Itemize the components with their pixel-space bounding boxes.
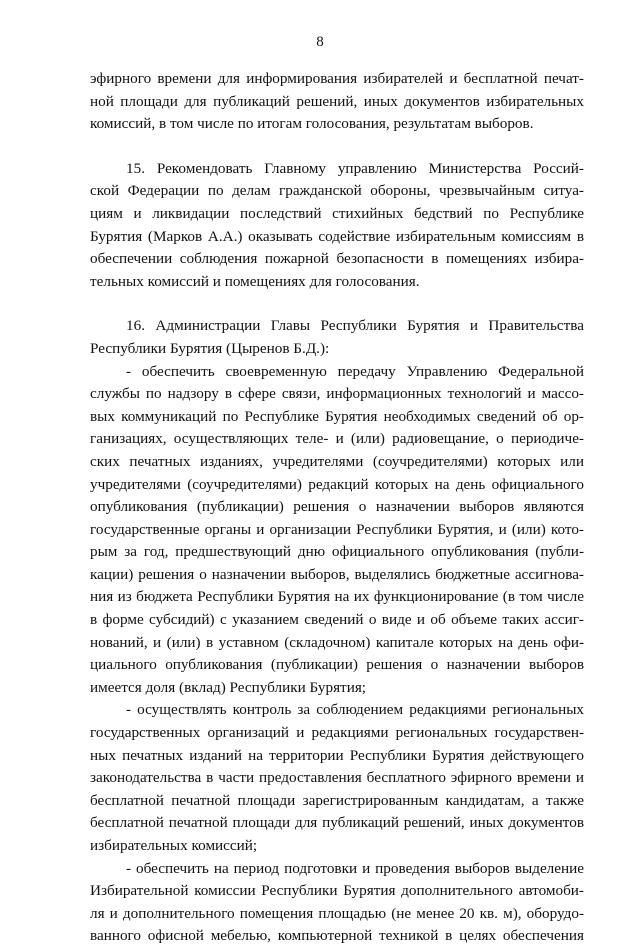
text-line: - обеспечить своевременную передачу Управлению Федеральной — [126, 362, 584, 380]
paragraph-subitem-1 — [90, 361, 584, 700]
paragraph-item-15 — [90, 158, 584, 294]
text-line: 16. Администрации Главы Республики Бурятия и Правительства — [126, 317, 584, 335]
text-line: опубликования (публикации) решения о назначении выборов являются — [90, 498, 584, 516]
text-line: ванного офисной мебелью, компьютерной техникой в целях обеспечения — [90, 927, 584, 945]
text-line: обеспечении соблюдения пожарной безопасности в помещениях избира- — [90, 250, 584, 268]
text-line: учредителями (соучредителями) редакций которых на день официального — [90, 475, 584, 493]
text-line: эфирного времени для информирования избирателей и бесплатной печат- — [90, 70, 584, 87]
text-line: - осуществлять контроль за соблюдением редакциями региональных — [126, 701, 584, 719]
text-line: ской Федерации по делам гражданской обороны, чрезвычайным ситуа- — [90, 182, 584, 200]
text-line: Республики Бурятия (Цыренов Б.Д.): — [90, 339, 330, 357]
text-line: 15. Рекомендовать Главному управлению Министерства Россий- — [126, 159, 584, 177]
text-line: службы по надзору в сфере связи, информационных технологий и массо- — [90, 385, 584, 403]
text-line: рым за год, предшествующий дню официального опубликования (публи- — [90, 543, 584, 561]
paragraph-continuation — [90, 68, 584, 136]
text-line: нований, и (или) в уставном (складочном) капитале которых на день офи- — [90, 633, 584, 651]
text-line: комиссий, в том числе по итогам голосования, результатам выборов. — [90, 115, 534, 133]
text-line: Бурятия (Марков А.А.) оказывать содействие избирательным комиссиям в — [90, 227, 584, 245]
text-line: избирательных комиссий; — [90, 837, 258, 854]
text-line: ля и дополнительного помещения площадью (не менее 20 кв. м), оборудо- — [90, 904, 584, 922]
text-line: в форме субсидий) с указанием сведений о виде и об объеме таких ассиг- — [90, 611, 584, 629]
text-line: циального опубликования (публикации) решения о назначении выборов — [90, 656, 584, 674]
text-line: Избирательной комиссии Республики Бурятия дополнительного автомоби- — [90, 882, 584, 900]
text-line: ния из бюджета Республики Бурятия на их функционирование (в том числе — [90, 588, 584, 606]
text-line: ганизациях, осуществляющих теле- и (или) радиовещание, о периодиче- — [90, 430, 584, 448]
text-line: бесплатной печатной площади для публикаций решений, иных документов — [90, 814, 584, 832]
text-line: ных печатных изданий на территории Республики Бурятия действующего — [90, 746, 584, 764]
text-line: законодательства в части предоставления бесплатного эфирного времени и — [90, 769, 584, 787]
paragraph-subitem-3 — [90, 858, 584, 948]
text-line: вых коммуникаций по Республике Бурятия необходимых сведений об ор- — [90, 407, 584, 425]
text-line: государственные органы и организации Республики Бурятия, и (или) кото- — [90, 520, 584, 538]
text-line: кации) решения о назначении выборов, выделялись бюджетные ассигнова- — [90, 565, 584, 583]
text-line: имеется доля (вклад) Республики Бурятия; — [90, 678, 367, 696]
document-body — [90, 68, 584, 948]
paragraph-subitem-2 — [90, 699, 584, 857]
text-line: ских печатных изданиях, учредителями (соучредителями) которых или — [90, 452, 584, 470]
text-line: тельных комиссий и помещениях для голосования. — [90, 272, 420, 290]
text-line: циям и ликвидации последствий стихийных бедствий по Республике — [90, 204, 584, 222]
text-line: - обеспечить на период подготовки и проведения выборов выделение — [126, 859, 584, 877]
text-line: государственных организаций и редакциями региональных государствен- — [90, 724, 584, 742]
text-line: ной площади для публикаций решений, иных документов избирательных — [90, 92, 584, 110]
text-line: бесплатной печатной площади зарегистрированным кандидатам, а также — [90, 791, 584, 809]
page-number: 8 — [316, 34, 324, 50]
paragraph-item-16 — [90, 315, 584, 360]
